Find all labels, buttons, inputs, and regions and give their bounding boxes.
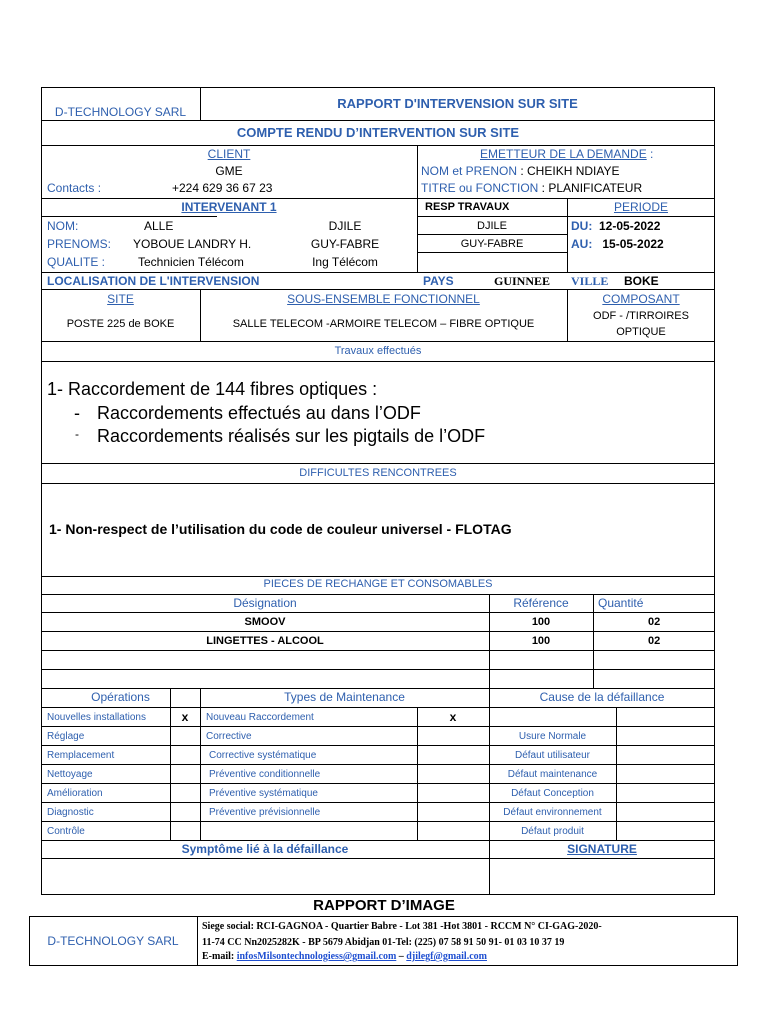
composant-line1: ODF - /TIRROIRES (593, 310, 689, 322)
intervenant2-prenoms: GUY-FABRE (310, 237, 380, 251)
pays-label: PAYS (423, 274, 454, 288)
travaux-sub2: Raccordements réalisés sur les pigtails de l’ODF (97, 426, 486, 446)
sous-ensemble-value: SALLE TELECOM -ARMOIRE TELECOM – FIBRE OPTIQUE (232, 318, 535, 330)
ville-value: BOKE (624, 274, 659, 288)
footer-email: E-mail: infosMilsontechnologiess@gmail.com – djilegf@gmail.com (202, 951, 487, 962)
type-corrective: Corrective (206, 731, 252, 742)
client-heading: CLIENT (207, 147, 251, 161)
operation-controle: Contrôle (47, 826, 85, 837)
type-nouveau-raccordement-mark: x (449, 710, 457, 724)
report-subtitle: COMPTE RENDU D’INTERVENTION SUR SITE (236, 125, 520, 140)
travaux-sub1: Raccordements effectués au dans l’ODF (97, 403, 421, 423)
pieces-col-designation: Désignation (233, 596, 297, 610)
travaux-heading: Travaux effectués (334, 345, 422, 357)
difficultes-heading: DIFFICULTES RENCONTREES (299, 467, 457, 479)
footer-line-1: Siege social: RCI-GAGNOA - Quartier Babre - Lot 381 -Hot 3801 - RCCM N° CI-GAG-2020- (202, 921, 602, 932)
cause-defaut-conception: Défaut Conception (511, 788, 594, 799)
operation-nettoyage: Nettoyage (47, 769, 93, 780)
difficultes-item-1: 1- Non-respect de l’utilisation du code de couleur universel - FLOTAG (49, 521, 512, 537)
operation-remplacement: Remplacement (47, 750, 115, 761)
cause-defaut-utilisateur: Défaut utilisateur (514, 750, 591, 761)
localisation-label: LOCALISATION DE L'INTERVENSION (47, 274, 260, 288)
composant-heading: COMPOSANT (602, 292, 680, 306)
type-preventive-conditionnelle: Préventive conditionnelle (209, 769, 321, 780)
signature-heading: SIGNATURE (567, 842, 637, 856)
emetteur-heading: EMETTEUR DE LA DEMANDE : (480, 147, 654, 161)
travaux-sub2-bullet: - (75, 427, 79, 441)
travaux-sub1-bullet: - (74, 403, 80, 423)
operation-reglage: Réglage (47, 731, 85, 742)
type-preventive-systematique: Préventive systématique (209, 788, 318, 799)
operation-amelioration: Amélioration (47, 788, 103, 799)
intervenant2-nom: DJILE (328, 219, 362, 233)
operation-diagnostic: Diagnostic (47, 807, 94, 818)
site-value: POSTE 225 de BOKE (66, 318, 175, 330)
operations-col-cause: Cause de la défaillance (539, 690, 665, 704)
pieces-col-quantite: Quantité (598, 596, 644, 610)
periode-au: AU: 15-05-2022 (571, 237, 664, 251)
type-corrective-systematique: Corrective systématique (209, 750, 317, 761)
intervenant-heading: INTERVENANT 1 (181, 200, 277, 214)
piece-row-2-quantite: 02 (648, 635, 661, 647)
cause-usure-normale: Usure Normale (518, 731, 587, 742)
qualite-label: QUALITE : (47, 255, 106, 269)
periode-du: DU: 12-05-2022 (571, 219, 661, 233)
composant-line2: OPTIQUE (616, 326, 666, 338)
operations-col-operations: Opérations (91, 690, 150, 704)
prenoms-label: PRENOMS: (47, 237, 112, 251)
cause-defaut-maintenance: Défaut maintenance (507, 769, 598, 780)
intervenant1-prenoms: YOBOUE LANDRY H. (133, 237, 252, 251)
intervenant1-qualite: Technicien Télécom (138, 255, 244, 269)
pieces-heading: PIECES DE RECHANGE ET CONSOMABLES (263, 578, 493, 590)
periode-heading: PERIODE (613, 200, 668, 214)
piece-row-1-reference: 100 (531, 616, 551, 628)
nom-label: NOM: (47, 219, 79, 233)
operation-nouvelles-installations-mark: x (181, 710, 189, 724)
operations-col-types: Types de Maintenance (284, 690, 405, 704)
emetteur-titre: TITRE ou FONCTION : PLANIFICATEUR (421, 181, 643, 195)
intervenant1-nom: ALLE (144, 219, 174, 233)
piece-row-2-reference: 100 (531, 635, 551, 647)
intervenant2-qualite: Ing Télécom (312, 255, 378, 269)
site-heading: SITE (107, 292, 134, 306)
piece-row-1-designation: SMOOV (244, 616, 286, 628)
cause-defaut-produit: Défaut produit (521, 826, 584, 837)
resp-prenoms: GUY-FABRE (460, 238, 524, 250)
operation-nouvelles-installations: Nouvelles installations (47, 712, 146, 723)
footer-company: D-TECHNOLOGY SARL (47, 934, 179, 948)
cause-defaut-environnement: Défaut environnement (503, 807, 602, 818)
piece-row-1-quantite: 02 (648, 616, 661, 628)
contacts-label: Contacts : (47, 181, 102, 195)
resp-travaux-heading: RESP TRAVAUX (425, 201, 510, 213)
client-name: GME (215, 164, 243, 178)
type-preventive-previsionnelle: Préventive prévisionnelle (209, 807, 321, 818)
footer-line-2: 11-74 CC Nn2025282K - BP 5679 Abidjan 01-Tel: (225) 07 58 91 50 91- 01 03 10 37 19 (202, 937, 565, 948)
contacts-value: +224 629 36 67 23 (172, 181, 273, 195)
emetteur-nom: NOM et PRENON : CHEIKH NDIAYE (421, 164, 620, 178)
sous-ensemble-heading: SOUS-ENSEMBLE FONCTIONNEL (287, 292, 480, 306)
footer-email-link-2[interactable]: djilegf@gmail.com (406, 951, 487, 962)
footer-email-link-1[interactable]: infosMilsontechnologiess@gmail.com (236, 951, 397, 962)
header-company: D-TECHNOLOGY SARL (54, 105, 187, 119)
ville-label: VILLE (571, 274, 609, 288)
piece-row-2-designation: LINGETTES - ALCOOL (206, 635, 324, 647)
travaux-item-1: 1- Raccordement de 144 fibres optiques : (47, 379, 378, 399)
type-nouveau-raccordement: Nouveau Raccordement (206, 712, 314, 723)
symptome-heading: Symptôme lié à la défaillance (181, 842, 349, 856)
pieces-col-reference: Référence (513, 596, 569, 610)
pays-value: GUINNEE (494, 274, 551, 288)
report-title: RAPPORT D'INTERVENSION SUR SITE (337, 96, 578, 111)
rapport-image-title: RAPPORT D’IMAGE (313, 897, 455, 914)
resp-nom: DJILE (477, 220, 507, 232)
